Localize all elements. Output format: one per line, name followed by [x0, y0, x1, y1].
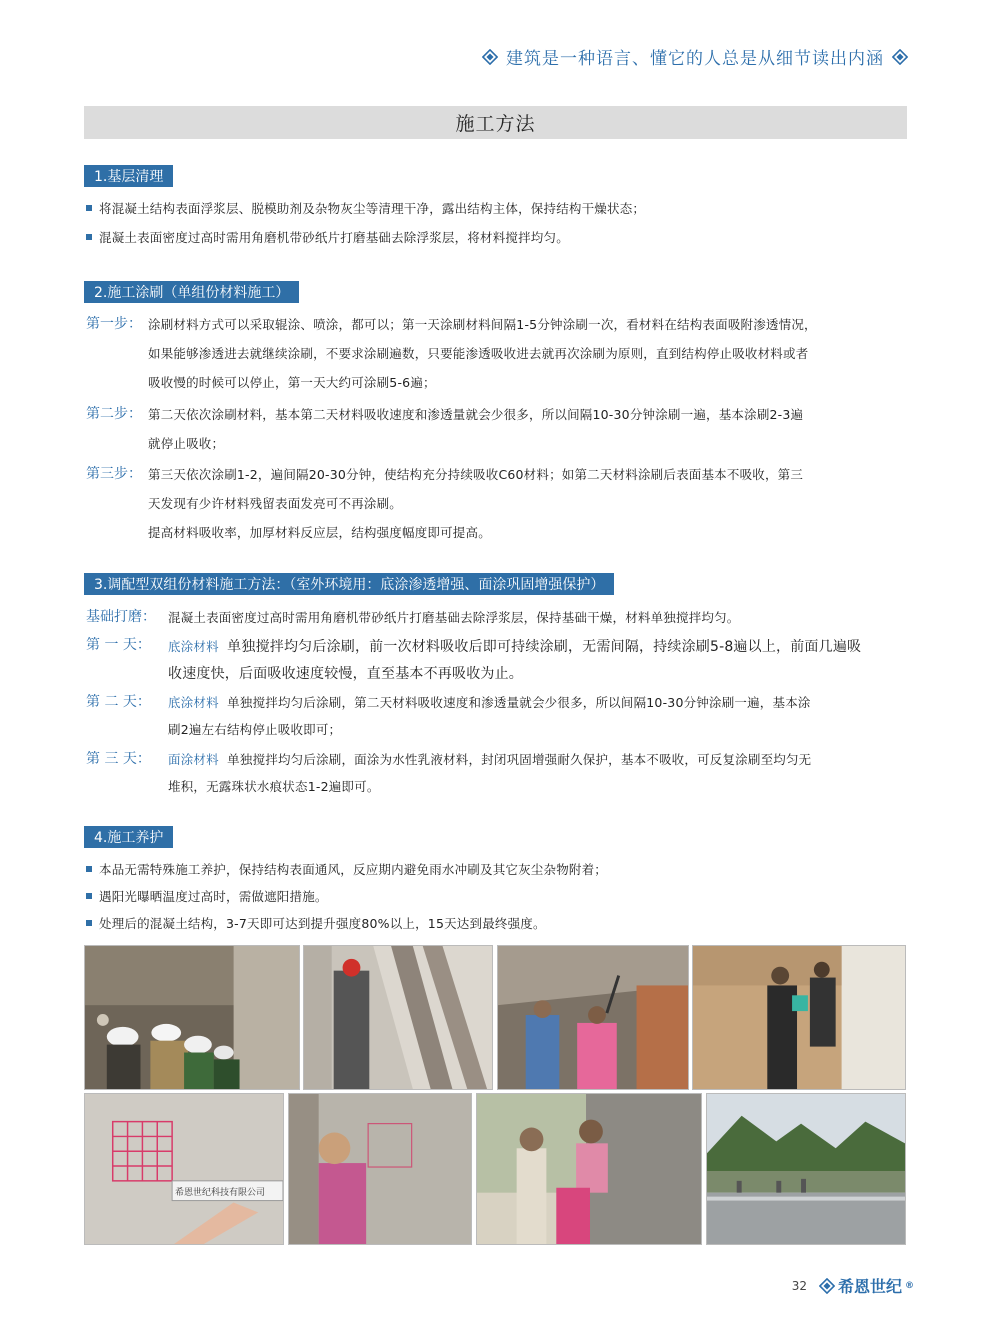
list-item	[86, 199, 645, 217]
page-title-bar	[84, 106, 907, 139]
day-3-text: 单独搅拌均匀后涂刷，面涂为水性乳液材料，封闭巩固增强耐久保护，基本不吸收，可反复涂刷至均匀无	[227, 752, 812, 767]
square-bullet-icon	[86, 920, 92, 926]
day-1-material: 底涂材料	[168, 639, 219, 654]
section-label-painting: 2.施工涂刷（单组份材料施工）	[84, 281, 299, 303]
section-label-two-component: 3.调配型双组份材料施工方法：（室外环境用：底涂渗透增强、面涂巩固增强保护）	[84, 573, 614, 595]
brand-name: 希恩世纪	[837, 1277, 902, 1296]
step-1-line: 涂刷材料方式可以采取辊涂、喷涂，都可以；第一天涂刷材料间隔1-5分钟涂刷一次，看材料在结构表面吸附渗透情况，	[148, 317, 817, 332]
day-1-text: 单独搅拌均匀后涂刷，前一次材料吸收后即可持续涂刷，无需间隔，持续涂刷5-8遍以上，前面几遍吸	[227, 639, 862, 655]
day-2-line: 刷2遍左右结构停止吸收即可；	[168, 722, 342, 737]
day-2-line	[168, 693, 811, 711]
registered-mark: ®	[905, 1280, 914, 1291]
tagline-text: 建筑是一种语言、懂它的人总是从细节读出内涵	[506, 49, 884, 69]
brand-mark-icon	[819, 1278, 835, 1294]
step-3-tag: 第三步：	[86, 466, 142, 482]
day-1-tag: 第 一 天：	[86, 637, 151, 653]
photo-label-strip: 希恩世纪科技有限公司	[175, 1188, 266, 1198]
day-2-tag: 第 二 天：	[86, 694, 151, 710]
day-3-line	[168, 750, 811, 768]
list-item	[86, 228, 569, 246]
base-grinding-text: 混凝土表面密度过高时需用角磨机带砂纸片打磨基础去除浮浆层，保持基础干燥，材料单独搅拌均匀。	[168, 610, 740, 625]
photo-grid-test-wall	[84, 1093, 284, 1245]
section-label-curing: 4.施工养护	[84, 826, 173, 848]
photo-field-testing	[692, 945, 906, 1090]
bullet-text: 本品无需特殊施工养护，保持结构表面通风，反应期内避免雨水冲刷及其它灰尘杂物附着；	[99, 862, 608, 877]
step-3-line: 第三天依次涂刷1-2，遍间隔20-30分钟，使结构充分持续吸收C60材料；如第二天材料涂刷后表面基本不吸收，第三	[148, 467, 804, 482]
page-number: 32	[791, 1278, 807, 1293]
list-item	[86, 887, 328, 905]
photo-grooved-wall	[303, 945, 493, 1090]
brand-logo	[819, 1274, 914, 1297]
list-item	[86, 914, 546, 932]
page-title: 施工方法	[455, 113, 536, 135]
step-2-tag: 第二步：	[86, 406, 142, 422]
page-footer	[792, 1274, 914, 1297]
square-bullet-icon	[86, 866, 92, 872]
diamond-ornament-icon	[892, 49, 908, 65]
square-bullet-icon	[86, 893, 92, 899]
day-3-line: 堆积，无露珠状水痕状态1-2遍即可。	[168, 779, 380, 794]
day-3-material: 面涂材料	[168, 752, 219, 767]
base-grinding-tag: 基础打磨：	[86, 609, 156, 625]
step-1-line: 吸收慢的时候可以停止，第一天大约可涂刷5-6遍；	[148, 375, 436, 390]
diamond-ornament-icon	[482, 49, 498, 65]
step-3-line: 天发现有少许材料残留表面发亮可不再涂刷。	[148, 496, 403, 511]
step-1-tag: 第一步：	[86, 316, 142, 332]
bullet-text: 处理后的混凝土结构，3-7天即可达到提升强度80%以上，15天达到最终强度。	[99, 916, 546, 931]
square-bullet-icon	[86, 234, 92, 240]
bullet-text: 遇阳光曝晒温度过高时，需做遮阳措施。	[99, 889, 328, 904]
header-tagline	[482, 44, 908, 69]
bullet-text: 混凝土表面密度过高时需用角磨机带砂纸片打磨基础去除浮浆层，将材料搅拌均匀。	[99, 230, 569, 245]
day-3-tag: 第 三 天：	[86, 751, 151, 767]
list-item	[86, 860, 607, 878]
photo-tunnel-workers	[84, 945, 300, 1090]
step-3-line: 提高材料吸收率，加厚材料反应层，结构强度幅度即可提高。	[148, 525, 491, 540]
day-1-line	[168, 636, 861, 656]
day-2-material: 底涂材料	[168, 695, 219, 710]
photo-worker-wall	[288, 1093, 472, 1245]
day-1-line: 收速度快，后面吸收速度较慢，直至基本不再吸收为止。	[168, 666, 523, 682]
step-1-line: 如果能够渗透进去就继续涂刷，不要求涂刷遍数，只要能渗透吸收进去就再次涂刷为原则，直到结构停止吸收材料或者	[148, 346, 809, 361]
step-2-line: 第二天依次涂刷材料，基本第二天材料吸收速度和渗透量就会少很多，所以间隔10-30分钟涂刷一遍，基本涂刷2-3遍	[148, 407, 804, 422]
bullet-text: 将混凝土结构表面浮浆层、脱模助剂及杂物灰尘等清理干净，露出结构主体，保持结构干燥状态；	[99, 201, 646, 216]
day-2-text: 单独搅拌均匀后涂刷，第二天材料吸收速度和渗透量就会少很多，所以间隔10-30分钟涂刷一遍，基本涂	[227, 695, 811, 710]
photo-ceiling-work	[497, 945, 689, 1090]
photo-highway-mountains	[706, 1093, 906, 1245]
square-bullet-icon	[86, 205, 92, 211]
photo-two-workers	[476, 1093, 702, 1245]
section-label-cleaning: 1.基层清理	[84, 165, 173, 187]
step-2-line: 就停止吸收；	[148, 436, 225, 451]
